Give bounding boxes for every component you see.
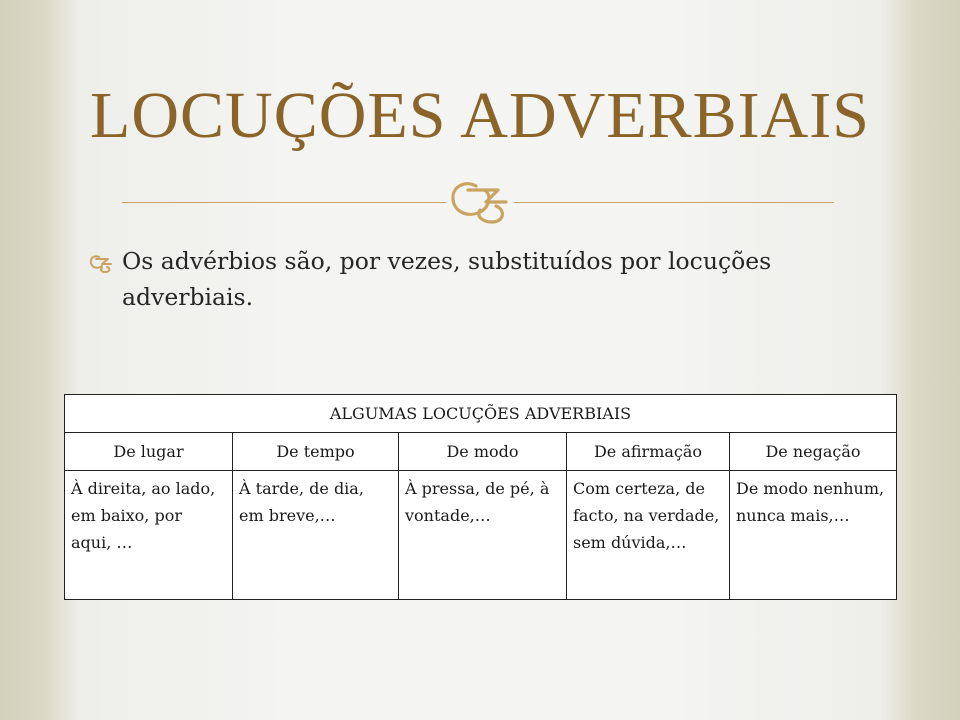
examples-de-negacao: De modo nenhum, nunca mais,…	[730, 471, 897, 600]
header-de-negacao: De negação	[730, 433, 897, 471]
table-row	[65, 471, 897, 600]
locucoes-table	[64, 394, 897, 600]
table-header-row	[65, 433, 897, 471]
header-de-modo: De modo	[399, 433, 567, 471]
header-de-tempo: De tempo	[233, 433, 399, 471]
table-title: ALGUMAS LOCUÇÕES ADVERBIAIS	[65, 395, 897, 433]
table-title-row	[65, 395, 897, 433]
ornamental-flourish-icon	[446, 172, 514, 230]
examples-de-afirmacao: Com certeza, de facto, na verdade, sem dúvida,…	[567, 471, 730, 600]
header-de-afirmacao: De afirmação	[567, 433, 730, 471]
header-de-lugar: De lugar	[65, 433, 233, 471]
examples-de-lugar: À direita, ao lado, em baixo, por aqui, …	[65, 471, 233, 600]
examples-de-modo: À pressa, de pé, à vontade,…	[399, 471, 567, 600]
examples-de-tempo: À tarde, de dia, em breve,…	[233, 471, 399, 600]
bullet-text: Os advérbios são, por vezes, substituídos por locuções adverbiais.	[122, 247, 772, 311]
ornamental-bullet-icon	[88, 253, 114, 273]
slide-title: LOCUÇÕES ADVERBIAIS	[90, 79, 870, 152]
title-divider-left	[122, 202, 446, 203]
title-divider-right	[514, 202, 834, 203]
